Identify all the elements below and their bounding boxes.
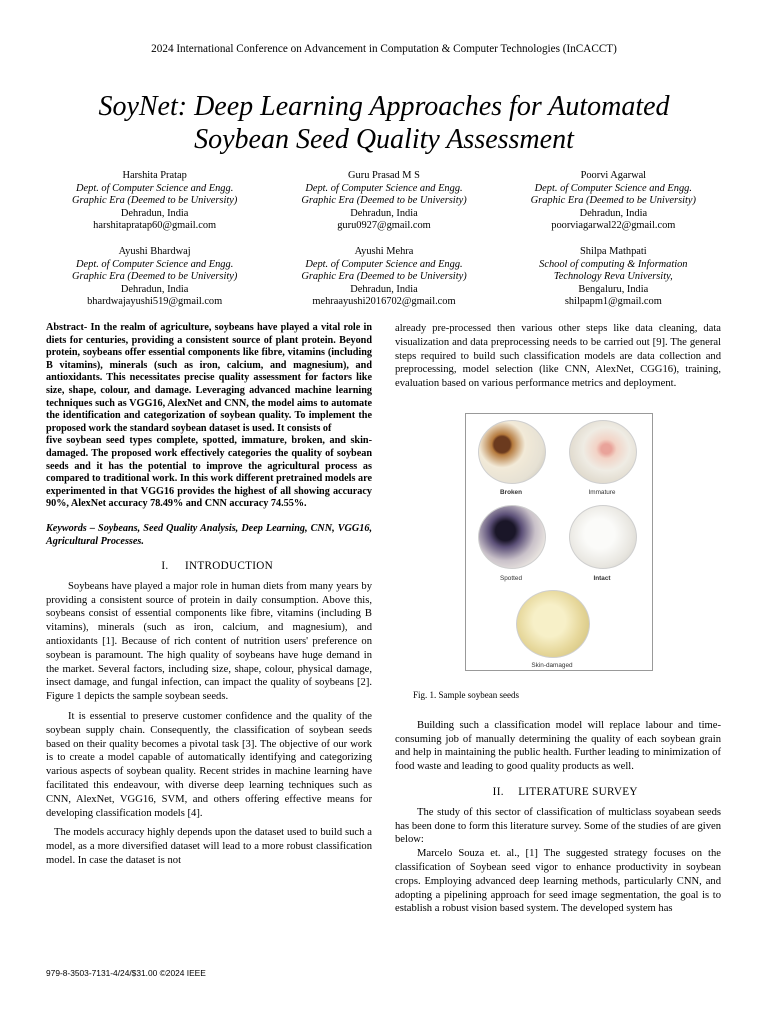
- author-affiliation: Dept. of Computer Science and Engg.: [305, 258, 463, 270]
- paragraph: The study of this sector of classification of multiclass soyabean seeds has been done to form this literature survey. Some of the studies of are given below:: [395, 806, 721, 846]
- author-affiliation: Dept. of Computer Science and Engg.: [305, 182, 463, 194]
- seed-image-immature: [569, 420, 637, 484]
- figure-caption: Fig. 1. Sample soybean seeds: [413, 689, 519, 700]
- conference-header: 2024 International Conference on Advancement in Computation & Computer Technologies (InCACCT): [151, 43, 617, 55]
- figure-label: Immature: [588, 488, 616, 496]
- author-affiliation: Graphic Era (Deemed to be University): [301, 195, 467, 207]
- section-heading-introduction: [46, 560, 372, 574]
- abstract-text: five soybean seed types complete, spotted, immature, broken, and skin-damaged. The proposed work effectively categories the quality of soybean seeds and it has the potential to improve the agricultural process as compared to traditional work. In this work different pretrained models are experimented in that VGG16 provides the highest of all showing accuracy 90%, AlexNet accuracy 78.49% and CNN accuracy 74.55%.: [46, 435, 372, 510]
- seed-image-broken: [478, 420, 546, 484]
- figure-label: Spotted: [499, 574, 523, 582]
- seed-image-spotted: [478, 505, 546, 569]
- section-number: I.: [161, 560, 169, 573]
- author-affiliation: Graphic Era (Deemed to be University): [71, 195, 238, 207]
- title-line-2: Soybean Seed Quality Assessment: [194, 124, 574, 155]
- author-email: poorviagarwal22@gmail.com: [551, 220, 676, 232]
- author-name: Guru Prasad M S: [348, 170, 420, 181]
- author-block: [499, 170, 728, 233]
- keywords: Keywords – Soybeans, Seed Quality Analysis, Deep Learning, CNN, VGG16, Agricultural Processes.: [46, 522, 372, 547]
- author-block: [40, 170, 269, 233]
- author-name: Ayushi Bhardwaj: [118, 246, 191, 257]
- seed-image-skin-damaged: [516, 590, 590, 658]
- author-block: [40, 246, 269, 309]
- figure-label: Broken: [499, 488, 523, 496]
- author-email: harshitapratap60@gmail.com: [93, 220, 217, 232]
- figure-label: Intact: [593, 574, 611, 582]
- paragraph: The models accuracy highly depends upon the dataset used to build such a model, as a more diversified dataset will lead to a more robust classification model. In case the dataset is not: [46, 827, 372, 867]
- section-number: II.: [492, 785, 504, 798]
- paragraph: already pre-processed then various other steps like data cleaning, data visualization and data preprocessing needs to be carried out [9]. The general steps required to build such classification models are data collection and preprocessing, model selection (like CNN, AlexNet, CGG16), training, evaluation based on various performance metrics and deployment.: [395, 323, 721, 390]
- author-email: shilpapm1@gmail.com: [564, 296, 662, 308]
- author-affiliation: Dept. of Computer Science and Engg.: [534, 182, 692, 194]
- authors-row-2: [40, 246, 728, 309]
- figure-soybean-seeds: [465, 413, 653, 671]
- author-name: Poorvi Agarwal: [580, 170, 647, 181]
- paragraph: Building such a classification model will replace labour and time-consuming job of manually determining the quality of each soybean grain and help in maintaining the public health. Further leading to minimization of food waste and leading to good quality products as well.: [395, 719, 721, 773]
- author-location: Bengaluru, India: [578, 283, 649, 295]
- author-affiliation: Graphic Era (Deemed to be University): [530, 195, 696, 207]
- author-location: Dehradun, India: [120, 283, 189, 295]
- author-location: Dehradun, India: [120, 207, 189, 219]
- right-column: [395, 322, 721, 922]
- author-email: guru0927@gmail.com: [337, 220, 431, 232]
- author-affiliation: Graphic Era (Deemed to be University): [71, 271, 238, 283]
- section-title: LITERATURE SURVEY: [518, 785, 638, 798]
- figure-label: Skin-damaged: [531, 661, 573, 669]
- author-name: Ayushi Mehra: [354, 246, 414, 257]
- paragraph: Marcelo Souza et. al., [1] The suggested strategy focuses on the classification of Soybean seed vigor to enhance productivity in soybean crops. Employing advanced deep learning methods, particularly CNN, and adopting a pipelining approach for seed image segmentation, the goal is to establish a robust vision based system. The developed system has: [395, 848, 721, 915]
- author-name: Shilpa Mathpati: [579, 246, 647, 257]
- author-name: Harshita Pratap: [122, 170, 187, 181]
- author-affiliation: Dept. of Computer Science and Engg.: [76, 258, 234, 270]
- abstract-text: Abstract- In the realm of agriculture, soybeans have played a vital role in diets for centuries, providing a consistent source of plant protein. Beyond protein, soybeans offer essential components like fibre, vitamins (including B vitamins), minerals (such as iron, calcium, and magnesium), and antioxidants. This necessitates precise quality assessment for factors like size, shape, colour, and damage. Leveraging advanced machine learning techniques such as VGG16, AlexNet and CNN, the model aims to automate the identification and categorization of soybean quality. To implement the proposed work the standard soybean dataset is used. It consists of: [46, 322, 372, 434]
- copyright-footer: 979-8-3503-7131-4/24/$31.00 ©2024 IEEE: [46, 968, 206, 978]
- author-block: [499, 246, 728, 309]
- paragraph: It is essential to preserve customer confidence and the quality of the soybean supply chain. Consequently, the classification of soybean seeds based on their quality becomes a pivotal task [3]. The objective of our work is to create a model capable of automatically identifying and categorizing various aspects of soybean quality. Recent strides in machine learning have facilitated this endeavour, with diverse deep learning techniques such as CNN, AlexNet, VGG16, SVM, and others offering effective means for developing classification models [4].: [46, 711, 372, 819]
- author-email: mehraayushi2016702@gmail.com: [312, 296, 456, 308]
- title-line-1: SoyNet: Deep Learning Approaches for Automated: [98, 91, 670, 122]
- author-affiliation: Dept. of Computer Science and Engg.: [76, 182, 234, 194]
- author-location: Dehradun, India: [350, 207, 418, 219]
- authors-row-1: [40, 170, 728, 233]
- section-title: INTRODUCTION: [184, 560, 274, 573]
- author-email: bhardwajayushi519@gmail.com: [87, 296, 223, 308]
- author-affiliation: Graphic Era (Deemed to be University): [301, 271, 467, 283]
- abstract: [46, 322, 372, 511]
- left-column: [46, 322, 372, 874]
- paragraph: Soybeans have played a major role in human diets from many years by providing a consistent source of protein in daily consumption. Above this, soybeans consist of essential components like fibre, vitamins (including B vitamins), minerals (such as iron, calcium, and magnesium), and antioxidants [1]. Because of rich content of nutrition users' preference on soybean is paramount. The high quality of soybeans have huge demand in the market. Several factors, including size, shape, colour, physical damage, insect damage, and fungal infection, can impact the quality of soybeans [2]. Figure 1 depicts the sample soybean seeds.: [46, 580, 372, 703]
- author-location: Dehradun, India: [350, 283, 418, 295]
- seed-image-intact: [569, 505, 637, 569]
- author-affiliation: School of computing & Information: [539, 258, 688, 270]
- author-block: [269, 246, 498, 309]
- author-block: [269, 170, 498, 233]
- paper-title: [40, 90, 728, 156]
- author-location: Dehradun, India: [579, 207, 648, 219]
- section-heading-literature-survey: [395, 786, 721, 800]
- author-affiliation: Technology Reva University,: [553, 271, 673, 283]
